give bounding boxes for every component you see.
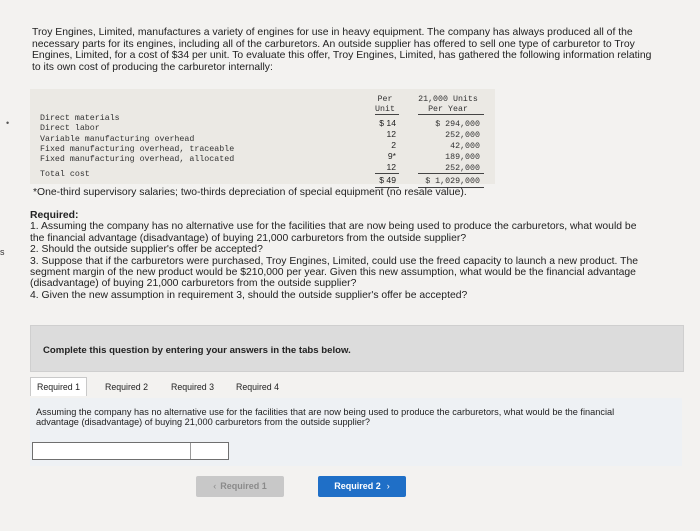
question-prompt: Assuming the company has no alternative use for the facilities that are now being used to produce the carburetors, what would be the financial advantage (disadvantage) of buying 21,000 carburetors from the outside supplier? (36, 407, 615, 428)
tab-required-4[interactable]: Required 4 (236, 382, 280, 392)
tab-required-1[interactable]: Required 1 (30, 377, 87, 396)
next-button[interactable]: Required 2 › (318, 476, 406, 497)
prev-button[interactable]: ‹ Required 1 (196, 476, 284, 497)
answer-input[interactable] (32, 442, 229, 460)
table-row: Variable manufacturing overhead (40, 135, 195, 144)
answer-input-cell[interactable] (190, 443, 229, 459)
required-line: segment margin of the new product would be $210,000 per year. Given this new assumption, what would be the financial advantage (30, 267, 636, 279)
per-year-total: $ 1,029,000 (425, 177, 480, 186)
per-year-value: $ 294,000 (435, 120, 480, 129)
cost-table (30, 89, 495, 184)
header-per-year: 21,000 Units Per Year (418, 95, 478, 114)
tab-panel (30, 398, 682, 466)
required-line: the financial advantage (disadvantage) of buying 21,000 carburetors from the outside supplier? (30, 232, 467, 244)
required-line: 1. Assuming the company has no alternative use for the facilities that are now being used to produce the carburetors, what would be (30, 221, 637, 233)
table-footnote: *One-third supervisory salaries; two-thirds depreciation of special equipment (no resale value). (33, 187, 467, 198)
per-year-value: 189,000 (445, 153, 480, 162)
table-row: Direct labor (40, 124, 100, 133)
intro-line: Engines, Limited, for a cost of $34 per unit. To evaluate this offer, Troy Engines, Limited, has gathered the following information relating (32, 50, 652, 62)
total-row: Total cost (40, 170, 90, 179)
per-unit-value: $ 14 (379, 118, 396, 128)
per-unit-value: 12 (386, 162, 396, 172)
table-row: Direct materials (40, 114, 120, 123)
per-unit-total: $ 49 (379, 175, 396, 185)
required-line: (disadvantage) of buying 21,000 carburetors from the outside supplier? (30, 278, 357, 290)
tab-required-3[interactable]: Required 3 (171, 382, 215, 392)
required-line: 2. Should the outside supplier's offer be accepted? (30, 244, 263, 256)
required-line: 3. Suppose that if the carburetors were purchased, Troy Engines, Limited, could use the freed capacity to launch a new product. The (30, 255, 639, 267)
per-year-value: 252,000 (445, 131, 480, 140)
chevron-right-icon: › (386, 481, 390, 491)
instruction-text: Complete this question by entering your answers in the tabs below. (43, 345, 351, 356)
intro-line: necessary parts for its engines, including all of the carburetors. An outside supplier has offered to sell one type of carburetor to Troy (32, 38, 635, 50)
table-row: Fixed manufacturing overhead, allocated (40, 155, 235, 164)
per-unit-value: 2 (391, 140, 396, 150)
per-unit-value: 12 (386, 129, 396, 139)
required-line: 4. Given the new assumption in requirement 3, should the outside supplier's offer be accepted? (30, 289, 468, 301)
per-year-value: 252,000 (445, 164, 480, 173)
required-heading: Required: (30, 210, 79, 221)
tab-required-2[interactable]: Required 2 (105, 382, 149, 392)
per-unit-value: 9* (387, 151, 396, 161)
instruction-box (30, 325, 684, 372)
intro-line: to its own cost of producing the carburetor internally: (32, 61, 273, 73)
intro-line: Troy Engines, Limited, manufactures a variety of engines for use in heavy equipment. The company has always produced all of the (32, 27, 633, 38)
table-row: Fixed manufacturing overhead, traceable (40, 145, 235, 154)
problem-intro (32, 27, 700, 73)
required-section (30, 210, 690, 301)
edge-mark: s (0, 247, 5, 257)
per-year-value: 42,000 (450, 142, 480, 151)
header-per-unit: Per Unit (375, 95, 395, 114)
bullet-dot: • (6, 118, 10, 128)
chevron-left-icon: ‹ (213, 481, 217, 491)
